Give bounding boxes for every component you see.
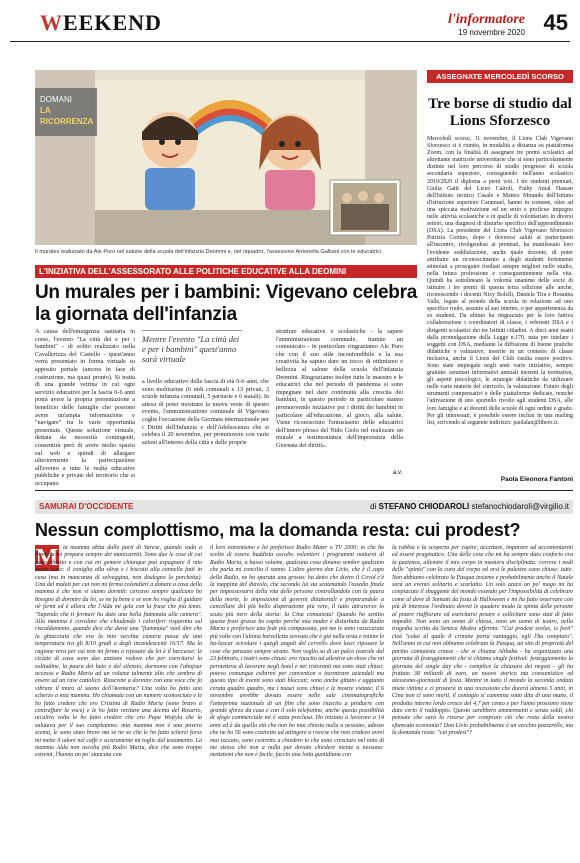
- article-kicker-bar: L'INIZIATIVA DELL'ASSESSORATO ALLE POLITICHE EDUCATIVE ALLA DEOMINI: [35, 265, 417, 278]
- page-number: 45: [543, 10, 568, 35]
- article-byline: a.v.: [393, 470, 403, 476]
- author-email: stefanochiodaroli@virgilio.it: [471, 502, 569, 511]
- mural-photo: [35, 70, 417, 245]
- photo-caption: Il murales realizzato da Ale Puro nel salone della scuola dell'infanzia Deomini e, nel riquadro, l'assessore Antonella Galliani con le educatrici: [35, 249, 382, 255]
- main-headline: Un murales per i bambini: Vigevano celebra la giornata dell'infanzia: [35, 282, 417, 325]
- issue-date: 19 novembre 2020: [458, 28, 525, 37]
- sidebar-headline: Tre borse di studio dal Lions Sforzesco: [428, 96, 572, 129]
- newspaper-brand: [448, 12, 525, 37]
- article-column-3: strutture educative e scolastiche - la sapere l'amministrazione comunale, tramite un comunicato - in particolare ringraziamo Ale Puro che con il suo stile inconfondibile e la sua creatività ha saputo dare un tocco di ottimismo e bellezza al salone della scuola dell'infanzia Deomini. Ringraziamo inoltre tutte le maestre e le educatrici che nel periodo di pandemia si sono impegnate nel dare continuità alla crescita dei bambini, in questo periodo in particolare stanno promuovendo iniziative per i diritti dei bambini in particolare all'educazione, al gioco, alla salute. Viene riconosciuto l'entusiasmo delle educatrici dell'intero plesso del Nido Giolo nel realizzare un murale a testimonianza dell'importanza della Giornata dei diritti».: [276, 328, 403, 449]
- pull-quote: Mentre l'evento "La città dei e per i bambini" quest'anno sarà virtuale: [142, 330, 242, 364]
- column-body-1: ia mamma abita dalle parti di Varese, quando vado a trovarla mi prepara sempre dei manicaretti. Sono due le cose di cui vado ghiotto e con cui mi gemere chiunque può espugnare il mio cuore tosto: il coniglio alla oliva e i biscotti alla cannella fatti in casa (ma in mancanza di selvaggina, non disdegno la porchetta). Una del malati per cui non mi fermo colendieri a donare a casa della mamma è che non vi siamo dormiti: cercavo sempre qualcuno ho bisogno di dormire da lei, se ne fa bene e se non ho voglia di guidare nè fermi ed è allora che l'Alda mi gela con la frase che più temo: "Sapendo che ti fermavi ho dato una bella fiammata alla camera". Alla mamma è circolare che chiudendo i caloriferi risparmia sul riscaldamento, quando dice che darai una "fiammata" vuol dire che la ghiacciaia che era la mia vecchia camera passa da una temperatura tra gli 8/10 gradi a degli incandescenti 16/17. Ma la ragione vera per cui non mi fermo a riposare da lei è il beccasse: le ciclate di casa sono due anziane vedove che per esercitarsi la solitudine, la paura dei buio e del silenzio, dormono con l'abajour accesso e Radio Maria ad un volume talmente alto che sembra di essere ad un rave cattolico. Riascrete a dormire con una voce che fa vibrare il muro al suono dell'Avemaria? Una volta ho fatto uno scherzo a mia mamma. Ho chiamata con un numero sconosciuto e le ho fatto credere che ero Cristina di Radio Maria (sono bravo a contraffare la voce) e le ho fatto recitare una decina del Rosario, un'altra volta le ho fatto credere che ero Papa Wojtyla che la salutava per il suo compleanno. mia mamma non è una povera scema, le sono stato breve ma se ne so che le ho fatto scherzi forse mi mette il odore nel caffè e sicuramente mi toglie dal testamento. La mamma Alda non ascolta più Radio Maria, dice che sono troppo estremi, l'hanno un po' stancata con: [35, 545, 202, 759]
- article-column-1: A causa dell'emergenza sanitaria in corso, l'evento "La città dei e per i bambini" - di solito realizzato nella Cavallerizza del Castello - quest'anno verrà presentato in forma virtuale su apposito portale (ancora in fase di costruzione, ma quasi pronto). Si tratta di una grande vetrina in cui ogni servizio educativo per la fascia 0-6 anni potrà avere la propria presentazione a beneficio delle famiglie che possono avere un'ampia informazione e "navigare" tra le varie opportunità presentate. Queste soluzione virtuale, dettata da necessità contingenti, consentirà però di avere molto spazio sul web e quindi di allargare ulteriormente la partecipazione all'evento a tutte le realtà educative pubbliche e private del territorio che si occupano: [35, 328, 135, 487]
- article-column-2: a livello educativo della fascia di età 0-6 anni, che sono moltissime (6 nidi comunali e 13 privati, 3 scuole infanzia comunali, 5 paritarie e 6 statali). In attesa di poter mostrare la nuova veste di questo evento, l'amministrazione comunale di Vigevano coglie l'occasione della Giornata internazionale per i Diritti dell'Infanzia e dell'Adolescenza che si celebra il 20 novembre, per promuovere con varie azioni all'interno della città e delle proprie: [142, 378, 269, 446]
- column-body-2: il loro estremismo e lei preferisce Radio Mater o TV 2000; io che ho scelto di essere buddista ascolto volentieri i programmi notturni di Radio Maria, a basso volume, qualcuna cosa dinamo sembre qualcuno che parla mi concilia il sonno. L'altro giorno don Livio, che è il capo della Radio, ne ha sparata una grossa: ha detto che dietro il Covid c'è la mappina del diavolo, che secondo lui sta scatenando l'assalto finale per impossessarsi della vita delle persone controllandole con la paura della morte, le imposizioni di governi dittatoriali e preparandole a cancellare del più bello disperazione più vere, il tutto attraverso lo scuto più nero della storia: la Cina comunista! Quando ho sentito queste frasi grasse ho capito perché mia madre è disturbata da Radio Maria e preferisce una fede più compassata, poi me le sono rassicurate più volte con l'ultima barzelletta scovata che è già nella testa e intime le ha-lascar scivolare i quegli angoli del cervello dove lasci riposare le cose che pensano sempre strane. Non voglio su di un palco teatrale dal 23 febbraio, i teatri sono chiusi: ero riuscito ad allestire un show che mi permetteva di lavorare negli hotel e nei ristoranti ma sono stati chiusi; potevo comunque esibirmi per convention o incontrare aziendali ma questo tipo di eventi sono stati bloccati; sono anche gittato e aggiunto cerata quadro quadro, ma i musei sono chiusi e le mostre vietate; il 6 novembre avrebbe dovuto essere nelle sale cinematografiche l'anteprima nazionale di un film che sono riuscito a produrre con grande sforzo da casa e con il solo telefonino, anche questa possibilità di sfogo commerciale mi è stata preclusa. Ho iniziato a lavorare a 14 anni ed è da quello età che non ho mai chiesto nulla a nessuno, adesso che ne ho 56 sono costretto ad attingere a risorse che non credevo avrei mai toccato, sono costretto a chiedere io che sono cresciuto nel mito di me stesso che non a nulla pur dovuto chiedere niente a nessuno: mettetemi che non è facile, faccio una lotta quotidiana con: [210, 545, 384, 759]
- column-headline: Nessun complottismo, ma la domanda resta: cui prodest?: [35, 520, 521, 540]
- section-title: WEEKEND: [40, 10, 162, 35]
- newspaper-name: l'informatore: [447, 12, 525, 27]
- sidebar-body: Mercoledì scorso, 11 novembre, il Lions Club Vigevano Sforzesco si è riunito, in modalità a distanza su piattaforma Zoom, con la finalità di assegnare tre premi scolastici ad altrettante matricole universitarie che si sono particolarmente distinte nel loro percorso di studio pregresso di scuola secondaria superiore, conseguendo nell'anno scolastico 2019/2020 il diploma a pieni voti. I tre studenti premiati, Giulia Gatti del Liceo Cairoli, Fathy Amal Hassan dell'Istituto tecnico Casale e Matteo Miranda dell'Istituto d'istruzione superiore Caramuel, hanno in comune, oltre ad una spiccata motivazione ed un serio e proficuo impegno nelle attività scolastiche e in quelle di volontariato in diversi settori, una diagnosi di disturbo specifico dell'apprendimento (DSA). La presidente del Lions Club Vigevano Sforzesco Patrizia Cottino, dopo i doverosi saluti ai partecipanti all'incontro, rivolgendosi ai premiati, ha manifestato loro l'evidente soddisfazione, anche quale docente, di poter attribuire un riconoscimento a degli studenti fortemente stimolati a proseguire risultati sempre migliori nello studio, nella futura professione e conseguentemente nella vita. Quindi ha sottolineato la volontà unanime delle socie di istituire i tre premi di questa terza edizione alle anche, riconoscendo i docenti Nixy Bolelli, Daniela Tira e Rosanna Valle, legate al mondo della scuola in relazione ad uno specifico ruolo, assunto al suo interno, o per appartenenza da ex studenti. Da ultimo ha ringraziato per la loro fattiva collaborazione i coordinatori di classe, i referenti DSA e i dirigenti scolastici dei tre Istituti cittadini. A dieci anni esatti dalla promulgazione della Legge n.170, nata per tutelare i soggetti con DSA, mediante la diffusione di buone pratiche didattiche e valutative, inserite in un contesto di classe inclusiva, anche il Lions del Club risulta essere positivo. Sono state impiegate negli anni varie iniziative, sempre gratuite: seminari informativi annuali inerenti la normativa, gli aspetti psicologici, le strategie didattiche da utilizzare nelle varie materie del curricolo, la valutazione. Futuro degli strumenti compensativi e delle piattaforme dedicate, nonché l'attivazione di uno sportello rivolto agli studenti DSA, alle loro famiglie e ai docenti delle scuole di ogni ordine e grado. Per gli interessati, è possibile essere inclusi in una mailing list, scrivendo al seguente indirizzo: paolalan@libero.it.: [427, 136, 573, 426]
- drop-cap: M: [35, 545, 59, 571]
- column-header-bar: [35, 500, 573, 514]
- page-header: [10, 8, 570, 42]
- column-body-3: la rabbia e la scoperta per capire, accettare, imparare ad accontentarmi ed essere pragmatico. Una delle cose che mi ha sempre dato conforto era la pazienza, allenare il mio corpo in maniera disciplinata: correre i nodi delle "spinto" con la cura del corpo ed orsi le palestre sono chiuse: tutte. Non abbiamo celebrato la Pasqua insieme e probabilmente anche il Natale sarà un evento solitario e scarlatto. Un solo unico un po' mago mi ha conpiacuto il sbuggente del mondo essendo per l'impossibilità di celebrare come al dove di Samatti da festa di Halloween e mi ha fatto osservare con più di interesse l'ordinato dovrei le quadere modo la spinta delle persone al potere riaffiorare ed esercitarsi pesare e sollicitare sono stati di fatto impediti. Non sono un uomo di chiesa, sono un uomo di teatro, nella tragedia scritta da Seneca Medea afferma: "Cui prodest scelus, is fecit" cioè "colui al quale il crimine porta vantaggio, egli l'ha compiuto". Nell'anno in cui non abbiamo celebrato la Pasqua, un sito di proprietà del partito comunista cinese - che si chiama Alibaba - ha organizzato una giornata di festeggiamenti che si chiama single festival: festeggiamento la giornata del single day che - complice la chiusura dei negozi - gli ha fruttato 38 miliardi di euro, un nuovo storico ma consumistico ed alessismo-giornasiti di festa. Mentre in tutto il mondo la seconda ondata miete vittime e ci prosterà in una recessione che durerà almeno 5 anni, in Cina non ci sono morti, il contagio si cammina sotto dita di una mano, il prodotto interno lordo cresce del 4,7 per cento e per l'anno prossimo viene dato certo il raddoppio. Questo sarebbero ammennanti e senza soldi, chi pensate che sarà la risorse per comprare ciò che resta della nostra sfiancata economia? Don Livio probabilmente è un vecchio pazzerello, ma la domanda resta: "cui prodest"?: [392, 545, 573, 737]
- column-section-name: SAMURAI D'OCCIDENTE: [39, 502, 134, 511]
- section-divider: [35, 490, 573, 491]
- sidebar-author: Paola Eleonora Fantoni: [500, 476, 573, 483]
- sidebar-kicker-bar: ASSEGNATE MERCOLEDÌ SCORSO: [427, 70, 573, 83]
- column-byline: di STEFANO CHIODAROLI stefanochiodaroli@virgilio.it: [370, 502, 569, 511]
- photo-kicker: DOMANI LA RICORRENZA: [35, 88, 97, 136]
